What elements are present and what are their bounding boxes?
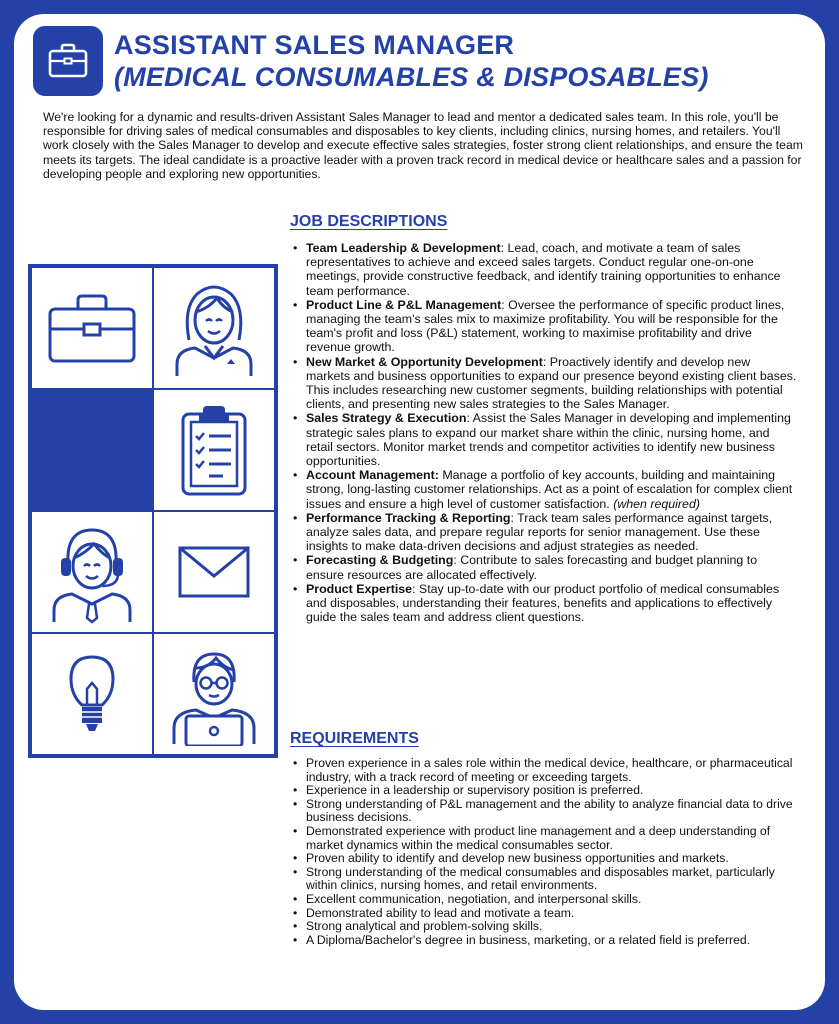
list-item: • Excellent communication, negotiation, and interpersonal skills. [292,893,807,907]
list-item [292,241,797,298]
item-note: (when required) [613,496,700,511]
businesswoman-icon [169,278,259,378]
item-text: : Lead, coach, and motivate a team of sales representatives to achieve and exceed sales targets. Conduct regular one-on-one meetings, provide constructive feedback, and identify training opportunities to enhance team performance. [306,241,781,298]
illustration-cell [153,633,275,755]
envelope-icon [176,544,252,600]
item-label: Team Leadership & Development [306,241,501,255]
item-text: : Oversee the performance of specific product lines, managing the team's sales mix to maximize profitability. You will be responsible for the team's profit and loss (P&L) statement, working to maximise profitability and drive revenue growth. [306,297,785,355]
illustration-cell [153,267,275,389]
clipboard-checklist-icon [177,402,251,498]
list-item: • Strong analytical and problem-solving skills. [292,920,807,934]
illustration-cell [31,511,153,633]
list-item [292,553,797,581]
illustration-grid [28,264,278,758]
list-item: • Demonstrated experience with product line management and a deep understanding of market dynamics within the medical consumables sector. [292,825,807,852]
logo-badge [33,26,103,96]
list-item [292,298,797,355]
briefcase-icon [44,289,140,367]
item-text: : Assist the Sales Manager in developing and implementing strategic sales plans to expand our market share within the clinic, nursing home, and retail sectors. Monitor market trends and competitor activities to identify new business opportunities. [306,411,791,469]
intro-paragraph: We're looking for a dynamic and results-driven Assistant Sales Manager to lead and mentor a dedicated sales team. In this role, you'll be responsible for driving sales of medical consumables and disposables to key clients, including clinics, nursing homes, and retailers. You'll work closely with the Sales Manager to develop and execute effective sales strategies, foster strong client relationships, and ensure the team meets its targets. The ideal candidate is a proactive leader with a proven track record in medical device or healthcare sales and a passion for developing people and exploring new opportunities. [43,110,803,181]
list-item: • Proven ability to identify and develop new business opportunities and markets. [292,852,807,866]
item-label: Forecasting & Budgeting [306,553,454,568]
list-item: • Strong understanding of the medical consumables and disposables market, particularly within clinics, nursing homes, and retail environments. [292,866,807,893]
illustration-cell [31,633,153,755]
item-text: : Stay up-to-date with our product portfolio of medical consumables and disposables, understanding their features, benefits and applications to effectively guide the sales team and address client questions. [306,581,780,625]
list-item [292,582,797,625]
item-text: : Track team sales performance against targets, analyze sales data, and prepare regular reports for senior management. Use these insights to make data-driven decisions and adjust strategies as needed. [306,510,773,554]
item-text: : Proactively identify and develop new markets and business opportunities to expand our presence beyond existing client bases. This includes researching new customer segments, building relationships with potential clients, and presenting new sales strategies to the Sales Manager. [306,354,797,412]
list-item: • Demonstrated ability to lead and motivate a team. [292,907,807,921]
requirements-list [292,757,807,947]
item-label: New Market & Opportunity Development [306,354,543,369]
list-item: • Proven experience in a sales role within the medical device, healthcare, or pharmaceutical industry, with a track record of meeting or exceeding targets. [292,757,807,784]
item-label: Account Management: [306,468,439,483]
lightbulb-icon [65,651,119,737]
briefcase-icon [48,42,88,80]
list-item [292,511,797,554]
job-descriptions-heading: JOB DESCRIPTIONS [290,213,448,230]
list-item [292,411,797,468]
list-item [292,468,797,511]
list-item: • Strong understanding of P&L management and the ability to analyze financial data to drive business decisions. [292,798,807,825]
page-subtitle: (MEDICAL CONSUMABLES & DISPOSABLES) [114,62,709,92]
page-title: ASSISTANT SALES MANAGER [114,30,515,60]
item-text: Manage a portfolio of key accounts, building and maintaining strong, long-lasting customer relationships. Act as a point of escalation for complex client issues and ensure a high level of customer satisfaction. [306,468,793,511]
requirements-heading: REQUIREMENTS [290,730,419,747]
laptop-user-icon [166,642,262,746]
item-text: : Contribute to sales forecasting and budget planning to ensure resources are allocated effectively. [306,553,758,582]
item-label: Product Line & P&L Management [306,297,502,312]
job-descriptions-list [292,241,797,624]
illustration-cell-filled [31,389,153,511]
support-agent-icon [44,520,140,624]
illustration-cell [31,267,153,389]
item-label: Performance Tracking & Reporting [306,510,511,525]
illustration-cell [153,389,275,511]
illustration-cell [153,511,275,633]
item-label: Sales Strategy & Execution [306,411,467,426]
list-item [292,355,797,412]
list-item: • Experience in a leadership or supervisory position is preferred. [292,784,807,798]
list-item: • A Diploma/Bachelor's degree in business, marketing, or a related field is preferred. [292,934,807,948]
item-label: Product Expertise [306,581,413,596]
